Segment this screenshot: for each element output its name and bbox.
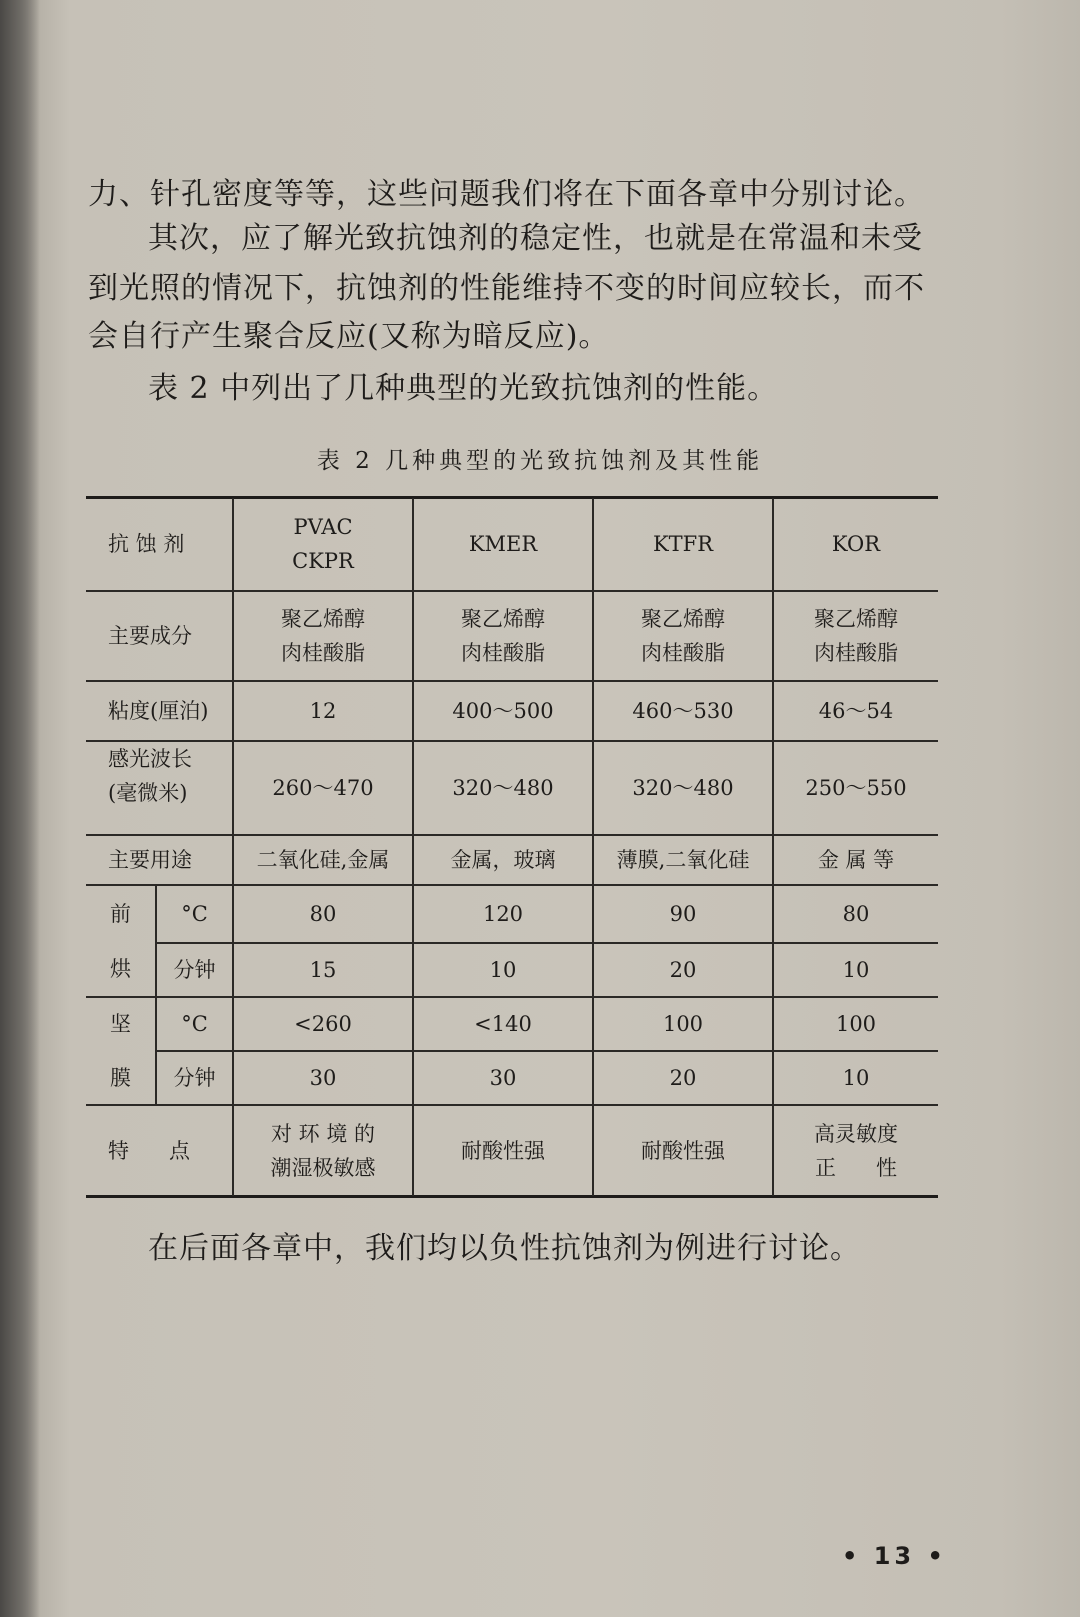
prebake-temp-cell: 80 [842,902,870,926]
component-label: 主要成分 [108,624,192,648]
page-number: • 13 • [842,1542,947,1570]
component-c4-line1: 聚乙烯醇 [814,607,898,631]
use-cell: 薄膜,二氧化硅 [616,848,750,872]
hardbake-temp-cell: 100 [835,1012,877,1036]
prebake-unit-temp: °C [181,902,208,926]
component-c1-line2: 肉桂酸脂 [281,641,365,665]
prebake-temp-cell: 90 [669,902,697,926]
wavelength-cell: 260～470 [272,776,374,800]
paragraph-3-line-1: 表 2 中列出了几种典型的光致抗蚀剂的性能。 [148,371,779,406]
feature-c4-line2: 正 性 [814,1155,898,1180]
hardbake-unit-temp: °C [181,1012,208,1036]
feature-cell: 耐酸性强 [461,1138,545,1163]
viscosity-cell: 46～54 [818,699,894,723]
header-label: 抗 蚀 剂 [108,532,185,556]
header-pvac-ckpr [234,498,412,590]
hardbake-time-cell: 30 [489,1066,517,1090]
feature-cell [774,1106,938,1195]
prebake-time-cell: 10 [489,958,517,982]
component-c2-line1: 聚乙烯醇 [461,607,545,631]
header-col1-line1: PVAC [293,515,353,539]
header-col1-line2: CKPR [292,549,354,573]
viscosity-cell: 12 [309,699,337,723]
component-cell [234,592,412,680]
wavelength-cell: 250～550 [805,776,907,800]
component-cell [774,592,938,680]
component-c3-line1: 聚乙烯醇 [641,607,725,631]
use-cell: 金属，玻璃 [450,848,556,872]
paragraph-1-line-1: 力、针孔密度等等，这些问题我们将在下面各章中分别讨论。 [88,177,925,212]
feature-c1-line1: 对 环 境 的 [270,1121,376,1146]
use-label: 主要用途 [108,848,192,872]
paragraph-2-line-1: 其次，应了解光致抗蚀剂的稳定性，也就是在常温和未受 [148,221,923,256]
component-c4-line2: 肉桂酸脂 [814,641,898,665]
wavelength-cell: 320～480 [452,776,554,800]
use-cell: 金 属 等 [817,848,895,872]
component-c2-line2: 肉桂酸脂 [461,641,545,665]
header-kmer: KMER [468,532,538,556]
feature-cell: 耐酸性强 [641,1138,725,1163]
prebake-time-cell: 10 [842,958,870,982]
wavelength-cell: 320～480 [632,776,734,800]
paragraph-2-line-3: 会自行产生聚合反应(又称为暗反应)。 [88,319,610,354]
prebake-unit-time: 分钟 [173,958,216,982]
table-bottom-rule [86,1195,938,1198]
component-cell [594,592,772,680]
prebake-temp-cell: 80 [309,902,337,926]
hardbake-label-bottom: 膜 [110,1066,131,1090]
header-ktfr: KTFR [652,532,714,556]
feature-label: 特 点 [108,1138,191,1163]
prebake-time-cell: 15 [309,958,337,982]
viscosity-cell: 460～530 [632,699,734,723]
hardbake-label-top: 坚 [110,1012,131,1036]
component-c1-line1: 聚乙烯醇 [281,607,365,631]
component-cell [414,592,592,680]
feature-cell [234,1106,412,1195]
feature-c1-line2: 潮湿极敏感 [270,1155,376,1180]
wavelength-label-line1: 感光波长 [108,747,192,771]
feature-c4-line1: 高灵敏度 [814,1121,898,1146]
prebake-label-bottom: 烘 [110,957,131,981]
wavelength-label-line2: (毫微米) [108,781,188,805]
hardbake-temp-cell: 100 [662,1012,704,1036]
header-kor: KOR [831,532,881,556]
prebake-temp-cell: 120 [482,902,524,926]
table-caption: 表 2 几种典型的光致抗蚀剂及其性能 [316,448,764,474]
prebake-label-top: 前 [110,902,131,926]
viscosity-label: 粘度(厘泊) [108,699,209,723]
book-gutter [0,0,40,1617]
use-cell: 二氧化硅,金属 [256,848,390,872]
paragraph-2-line-2: 到光照的情况下，抗蚀剂的性能维持不变的时间应较长，而不 [88,271,925,306]
viscosity-cell: 400～500 [452,699,554,723]
hardbake-time-cell: 30 [309,1066,337,1090]
hardbake-time-cell: 10 [842,1066,870,1090]
hardbake-temp-cell: <140 [474,1012,532,1036]
hardbake-unit-time: 分钟 [173,1066,216,1090]
paragraph-4-line-1: 在后面各章中，我们均以负性抗蚀剂为例进行讨论。 [148,1231,861,1266]
hardbake-temp-cell: <260 [294,1012,352,1036]
hardbake-time-cell: 20 [669,1066,697,1090]
component-c3-line2: 肉桂酸脂 [641,641,725,665]
prebake-time-cell: 20 [669,958,697,982]
wavelength-label [86,742,232,834]
